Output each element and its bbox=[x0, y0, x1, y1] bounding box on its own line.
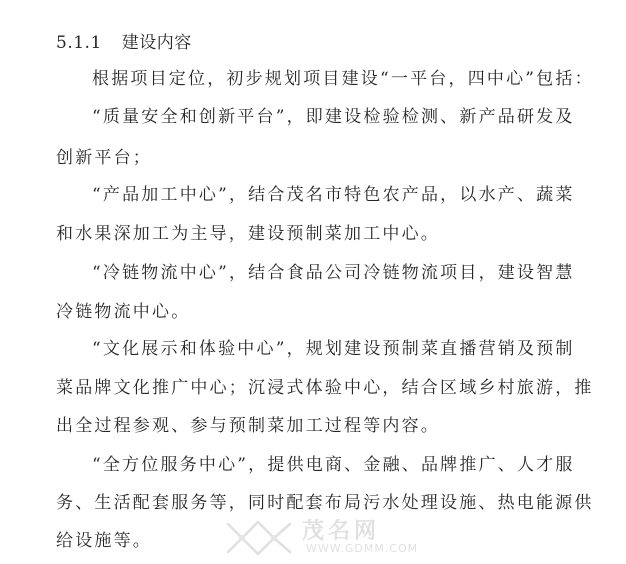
paragraph-line: 菜品牌文化推广中心；沉浸式体验中心，结合区域乡村旅游，推 bbox=[56, 378, 594, 398]
section-number: 5.1.1 bbox=[56, 33, 102, 53]
site-logo-icon bbox=[222, 516, 296, 556]
paragraph-line: “质量安全和创新平台”，即建设检验检测、新产品研发及 bbox=[92, 107, 575, 127]
site-watermark bbox=[222, 512, 422, 562]
paragraph-line: 冷链物流中心。 bbox=[56, 302, 191, 322]
watermark-title: 茂名网 bbox=[302, 519, 381, 544]
section-heading bbox=[56, 32, 192, 54]
paragraph-line: 给设施等。 bbox=[56, 531, 152, 551]
paragraph-line: 务、生活配套服务等，同时配套布局污水处理设施、热电能源供 bbox=[56, 493, 594, 513]
paragraph-line: “冷链物流中心”，结合食品公司冷链物流项目，建设智慧 bbox=[92, 263, 575, 283]
paragraph-line: 根据项目定位，初步规划项目建设“一平台，四中心”包括： bbox=[92, 69, 594, 89]
paragraph-line: “文化展示和体验中心”，规划建设预制菜直播营销及预制 bbox=[92, 339, 575, 359]
paragraph-line: “全方位服务中心”，提供电商、金融、品牌推广、人才服 bbox=[92, 455, 575, 475]
paragraph-line: 出全过程参观、参与预制菜加工过程等内容。 bbox=[56, 416, 440, 436]
section-title: 建设内容 bbox=[121, 33, 192, 53]
paragraph-line: 和水果深加工为主导，建设预制菜加工中心。 bbox=[56, 224, 440, 244]
paragraph-line: 创新平台； bbox=[56, 148, 152, 168]
paragraph-line: “产品加工中心”，结合茂名市特色农产品，以水产、蔬菜 bbox=[92, 185, 575, 205]
watermark-url: WWW.GDMM.COM bbox=[306, 542, 419, 555]
